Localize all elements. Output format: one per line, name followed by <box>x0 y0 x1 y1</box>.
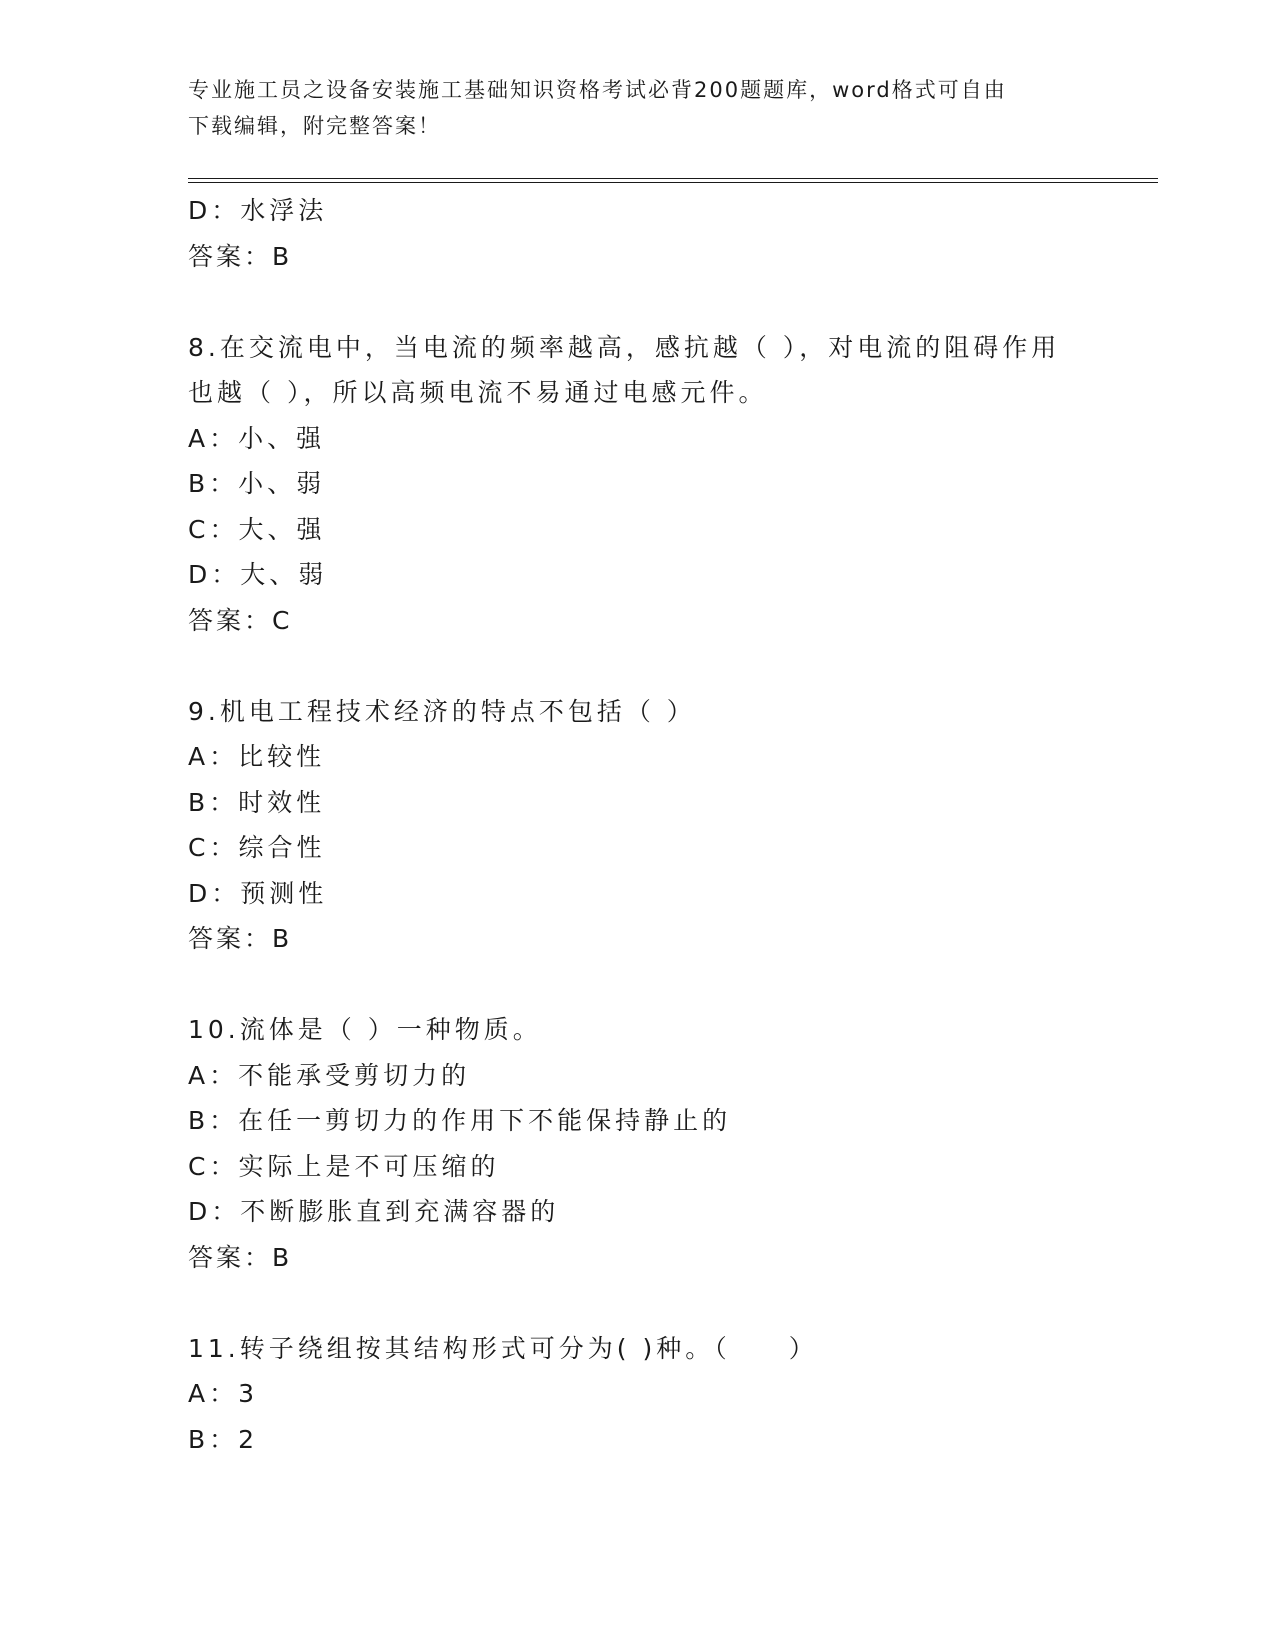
header-divider <box>188 178 1158 183</box>
option-d: D：大、弱 <box>188 560 328 589</box>
option-c: C：实际上是不可压缩的 <box>188 1151 500 1181</box>
option-d: D：预测性 <box>188 878 328 908</box>
question-8 <box>188 325 1088 644</box>
option-c: C：综合性 <box>188 833 326 862</box>
option-b: B：2 <box>188 1424 259 1454</box>
question-10 <box>188 1007 1088 1280</box>
question-stem-continued: 也越（ ），所以高频电流不易通过电感元件。 <box>188 378 768 407</box>
answer-line: 答案：B <box>188 924 293 953</box>
question-9 <box>188 689 1088 962</box>
document-header <box>188 72 1088 144</box>
header-title-line-1: 专业施工员之设备安装施工基础知识资格考试必背200题题库，word格式可自由 <box>188 78 1007 102</box>
header-title-line-2: 下载编辑，附完整答案！ <box>188 114 441 138</box>
option-b: B：时效性 <box>188 787 326 817</box>
question-stem: 10.流体是（ ）一种物质。 <box>188 1015 542 1044</box>
option-b: B：小、弱 <box>188 469 326 498</box>
option-d: D：水浮法 <box>188 196 328 225</box>
option-b: B：在任一剪切力的作用下不能保持静止的 <box>188 1106 732 1135</box>
option-a: A：比较性 <box>188 742 326 771</box>
option-a: A：小、强 <box>188 423 326 453</box>
option-a: A：3 <box>188 1379 259 1408</box>
question-stem: 9.机电工程技术经济的特点不包括（ ） <box>188 696 696 726</box>
answer-line: 答案：B <box>188 1242 293 1272</box>
option-a: A：不能承受剪切力的 <box>188 1060 471 1090</box>
answer-line: 答案：B <box>188 241 293 271</box>
question-11 <box>188 1326 1088 1463</box>
question-list <box>188 188 1088 1462</box>
previous-question-tail <box>188 188 1088 279</box>
question-stem: 8.在交流电中，当电流的频率越高，感抗越（ ），对电流的阻碍作用 <box>188 332 1061 362</box>
answer-line: 答案：C <box>188 605 293 635</box>
question-stem: 11.转子绕组按其结构形式可分为( )种。（ ） <box>188 1333 818 1363</box>
option-d: D：不断膨胀直到充满容器的 <box>188 1197 560 1226</box>
option-c: C：大、强 <box>188 514 326 544</box>
